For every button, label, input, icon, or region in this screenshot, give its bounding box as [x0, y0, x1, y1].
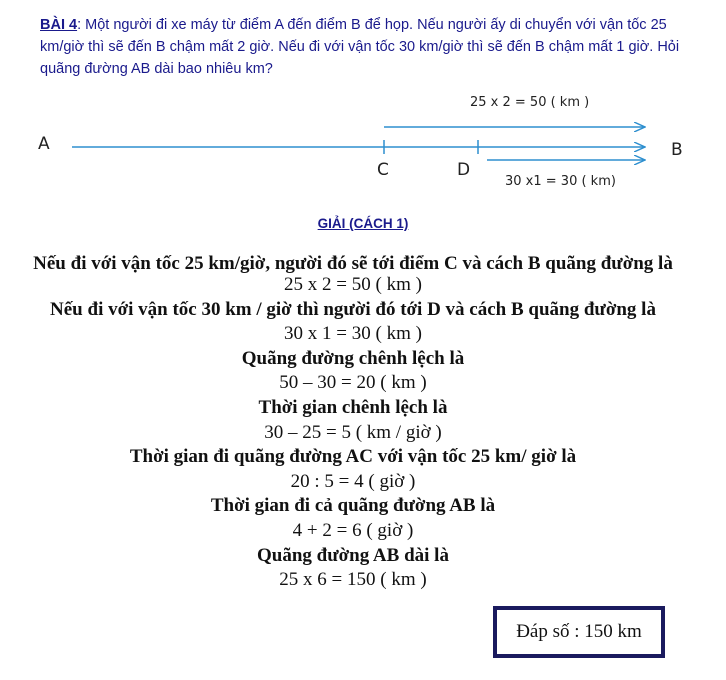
calculation-line: 4 + 2 = 6 ( giờ ) [292, 519, 414, 541]
answer-box [493, 606, 665, 658]
problem-text: Một người đi xe máy từ điểm A đến điểm B để họp. Nếu người ấy di chuyển với vận tốc 25 km/giờ thì sẽ đến B chậm mất 2 giờ. Nếu đi với vận tốc 30 km/giờ thì sẽ đến B chậm mất 1 giờ. Hỏi quãng đường AB dài bao nhiêu km? [40, 17, 680, 77]
solution-line: Quãng đường chênh lệch là [241, 347, 465, 369]
calculation-line: 30 x 1 = 30 ( km ) [284, 323, 422, 345]
calculation-line: 20 : 5 = 4 ( giờ ) [290, 470, 416, 492]
calculation-line: 25 x 6 = 150 ( km ) [279, 569, 427, 591]
solution-line: Thời gian chênh lệch là [258, 396, 448, 418]
solution-heading: GIẢI (CÁCH 1) [317, 216, 409, 231]
answer-text: Đáp số : 150 km [516, 621, 642, 642]
solution-line: Nếu đi với vận tốc 30 km / giờ thì người đó tới D và cách B quãng đường là [50, 298, 656, 320]
solution-line: Thời gian đi cả quãng đường AB là [210, 495, 496, 517]
problem-number: BÀI 4 [40, 17, 78, 33]
calculation-line: 25 x 2 = 50 ( km ) [284, 274, 422, 295]
calculation-line: 50 – 30 = 20 ( km ) [279, 372, 427, 394]
solution-line: Quãng đường AB dài là [257, 544, 449, 566]
label-point-c: C [377, 160, 389, 180]
calculation-line: 30 – 25 = 5 ( km / giờ ) [264, 421, 442, 443]
label-point-b: B [671, 140, 683, 160]
solution-body [0, 252, 706, 593]
solution-line: Thời gian đi quãng đường AC với vận tốc 25 km/ giờ là [129, 446, 577, 468]
label-point-d: D [457, 160, 471, 180]
label-point-a: A [38, 134, 50, 154]
solution-line: Nếu đi với vận tốc 25 km/giờ, người đó sẽ tới điểm C và cách B quãng đường là [33, 253, 673, 274]
distance-diagram [0, 0, 726, 200]
label-distance-cb: 25 x 2 = 50 ( km ) [470, 95, 590, 110]
label-distance-db: 30 x1 = 30 ( km) [505, 174, 616, 189]
problem-colon: : [77, 17, 86, 33]
